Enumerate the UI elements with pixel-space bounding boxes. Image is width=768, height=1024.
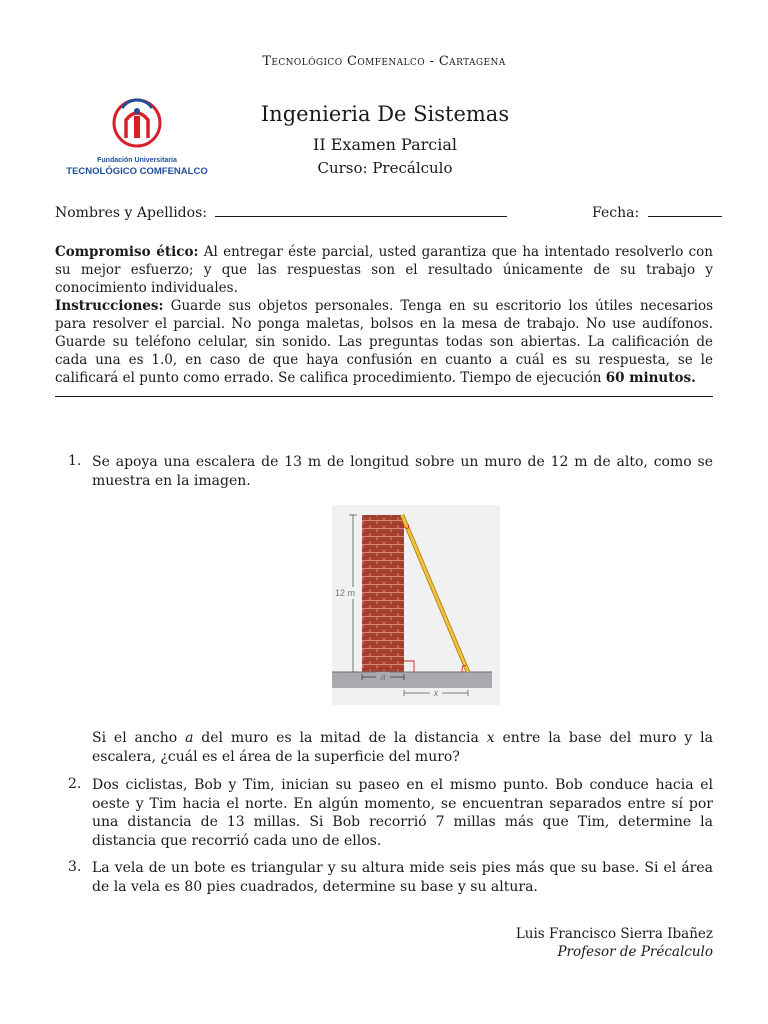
logo-line-2: TECNOLÓGICO COMFENALCO [66,166,208,177]
commitment-paragraph [55,243,713,297]
date-line[interactable] [648,202,722,217]
wall-ladder-figure [332,505,500,705]
divider [55,396,713,397]
name-label: Nombres y Apellidos: [55,205,207,221]
height-label: 12 m [334,588,356,598]
question-2-text: Dos ciclistas, Bob y Tim, inician su paseo en el mismo punto. Bob conduce hacia el oeste y Tim hacia el norte. En algún momento, se encuentran separados entre sí por una distancia de 13 millas. Si Bob recorrió 7 millas más que Tim, determine la distancia que recorrió cada uno de ellos. [92,777,713,849]
ground [332,672,492,688]
width-label: a [380,672,386,682]
course-name: Curso: Precálculo [317,159,453,177]
professor-name: Luis Francisco Sierra Ibañez [515,926,713,942]
time-limit: 60 minutos. [605,370,696,386]
commitment-label: Compromiso ético: [55,244,199,260]
followup-part-2: del muro es la mitad de la distancia [193,730,487,746]
date-label: Fecha: [592,205,640,221]
brick-wall [362,515,404,672]
exam-subtitle: II Examen Parcial [313,135,457,154]
question-1-text: Se apoya una escalera de 13 m de longitud sobre un muro de 12 m de alto, como se muestra en la imagen. [92,454,713,489]
instructions-paragraph [55,297,713,387]
logo-line-1: Fundación Universitaria [97,157,177,164]
date-field[interactable] [592,202,722,221]
commitment-text: Al entregar éste parcial, usted garantiza que ha intentado resolverlo con su mejor esfuerzo; y que las respuestas son el resultado únicamente de su trabajo y conocimiento individuales. [55,244,714,296]
question-1-number: 1. [68,453,82,469]
question-3-number: 3. [68,859,82,875]
instructions-block [55,243,713,387]
question-2-number: 2. [68,776,82,792]
followup-part-3: entre la base del muro y la escalera, ¿cuál es el área de la superficie del muro? [92,730,713,765]
variable-x: x [486,730,495,746]
instructions-text: Guarde sus objetos personales. Tenga en su escritorio los útiles necesarios para resolver el parcial. No ponga maletas, bolsos en la mesa de trabajo. No use audífonos. Guarde su teléfono celular, sin sonido. Las preguntas todas son abiertas. La calificación de cada una es 1.0, en caso de que haya confusión en cuanto a cuál es su respuesta, se le calificará el punto como errado. Se califica procedimiento. Tiempo de ejecución [55,298,713,386]
signature-block [516,925,713,961]
followup-part-1: Si el ancho [92,730,186,746]
institution-header: Tecnológico Comfenalco - Cartagena [262,54,506,69]
page-title: Ingenieria De Sistemas [260,102,510,126]
question-3-text: La vela de un bote es triangular y su altura mide seis pies más que su base. Si el área de la vela es 80 pies cuadrados, determine su base y su altura. [92,860,713,895]
instructions-label: Instrucciones: [55,298,164,314]
name-line[interactable] [215,202,507,217]
distance-label: x [433,688,439,698]
figure-svg [332,505,500,705]
question-1-followup [92,729,713,766]
name-field[interactable] [55,202,507,221]
variable-a: a [185,730,194,746]
professor-role: Profesor de Précalculo [557,944,713,960]
